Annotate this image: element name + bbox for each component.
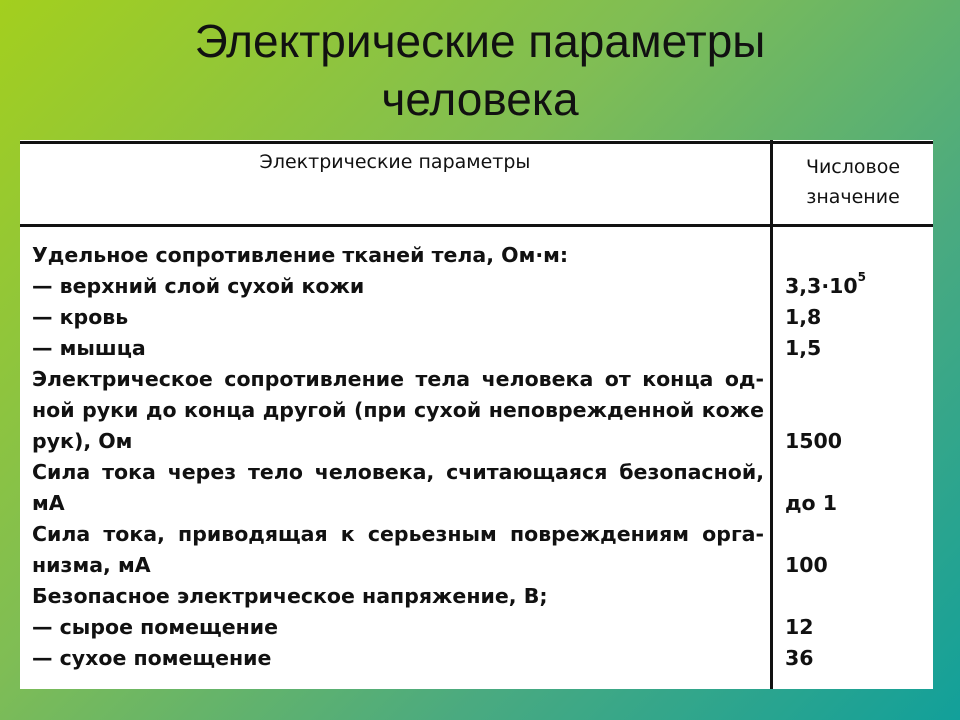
parameter-line: Сила тока, приводящая к серьезным повреждениям орга- [32, 522, 764, 546]
value-blood: 1,8 [785, 305, 822, 329]
slide-title-line-1: Электрические параметры [194, 15, 766, 67]
value-line-empty [785, 395, 925, 426]
parameter-line: рук), Ом [32, 429, 133, 453]
value-injury-current: 100 [785, 553, 828, 577]
slide-title-line-2: человека [381, 73, 579, 125]
header-value-line-2: значение [806, 186, 900, 208]
value-muscle: 1,5 [785, 336, 822, 360]
parameter-line: — верхний слой сухой кожи [32, 274, 365, 298]
table-top-rule [20, 141, 933, 144]
slide-title [0, 12, 960, 128]
value-dry-room-voltage: 36 [785, 646, 814, 670]
header-value [773, 152, 933, 212]
parameter-line: — мышца [32, 336, 146, 360]
value-body-resistance: 1500 [785, 429, 843, 453]
value-skin-base: 3,3·10 [785, 274, 858, 298]
parameter-line: ной руки до конца другой (при сухой неповрежденной коже [32, 398, 764, 422]
parameter-line: Безопасное электрическое напряжение, В; [32, 584, 548, 608]
value-line-empty [785, 240, 925, 271]
value-line-empty [785, 581, 925, 612]
parameter-line: — сухое помещение [32, 646, 272, 670]
parameter-line: Удельное сопротивление тканей тела, Ом·м: [32, 243, 569, 267]
parameter-column [32, 240, 764, 674]
parameter-line: низма, мА [32, 553, 151, 577]
parameter-line: — кровь [32, 305, 129, 329]
header-parameters: Электрические параметры [259, 151, 531, 173]
value-column [785, 240, 925, 674]
value-skin-exponent: 5 [857, 270, 866, 284]
parameter-line: Сила тока через тело человека, считающаяся безопасной, [32, 460, 764, 484]
value-safe-current: до 1 [785, 491, 838, 515]
value-line-empty [785, 457, 925, 488]
header-value-line-1: Числовое [805, 156, 901, 178]
value-line-empty [785, 364, 925, 395]
parameter-line: — сырое помещение [32, 615, 279, 639]
table-column-divider [770, 140, 773, 689]
value-line-empty [785, 519, 925, 550]
value-humid-room-voltage: 12 [785, 615, 814, 639]
table-header-rule [20, 224, 933, 227]
parameter-line: Электрическое сопротивление тела человека от конца од- [32, 367, 764, 391]
parameters-table [20, 140, 933, 689]
value-skin [785, 271, 925, 302]
parameter-line: мА [32, 491, 65, 515]
